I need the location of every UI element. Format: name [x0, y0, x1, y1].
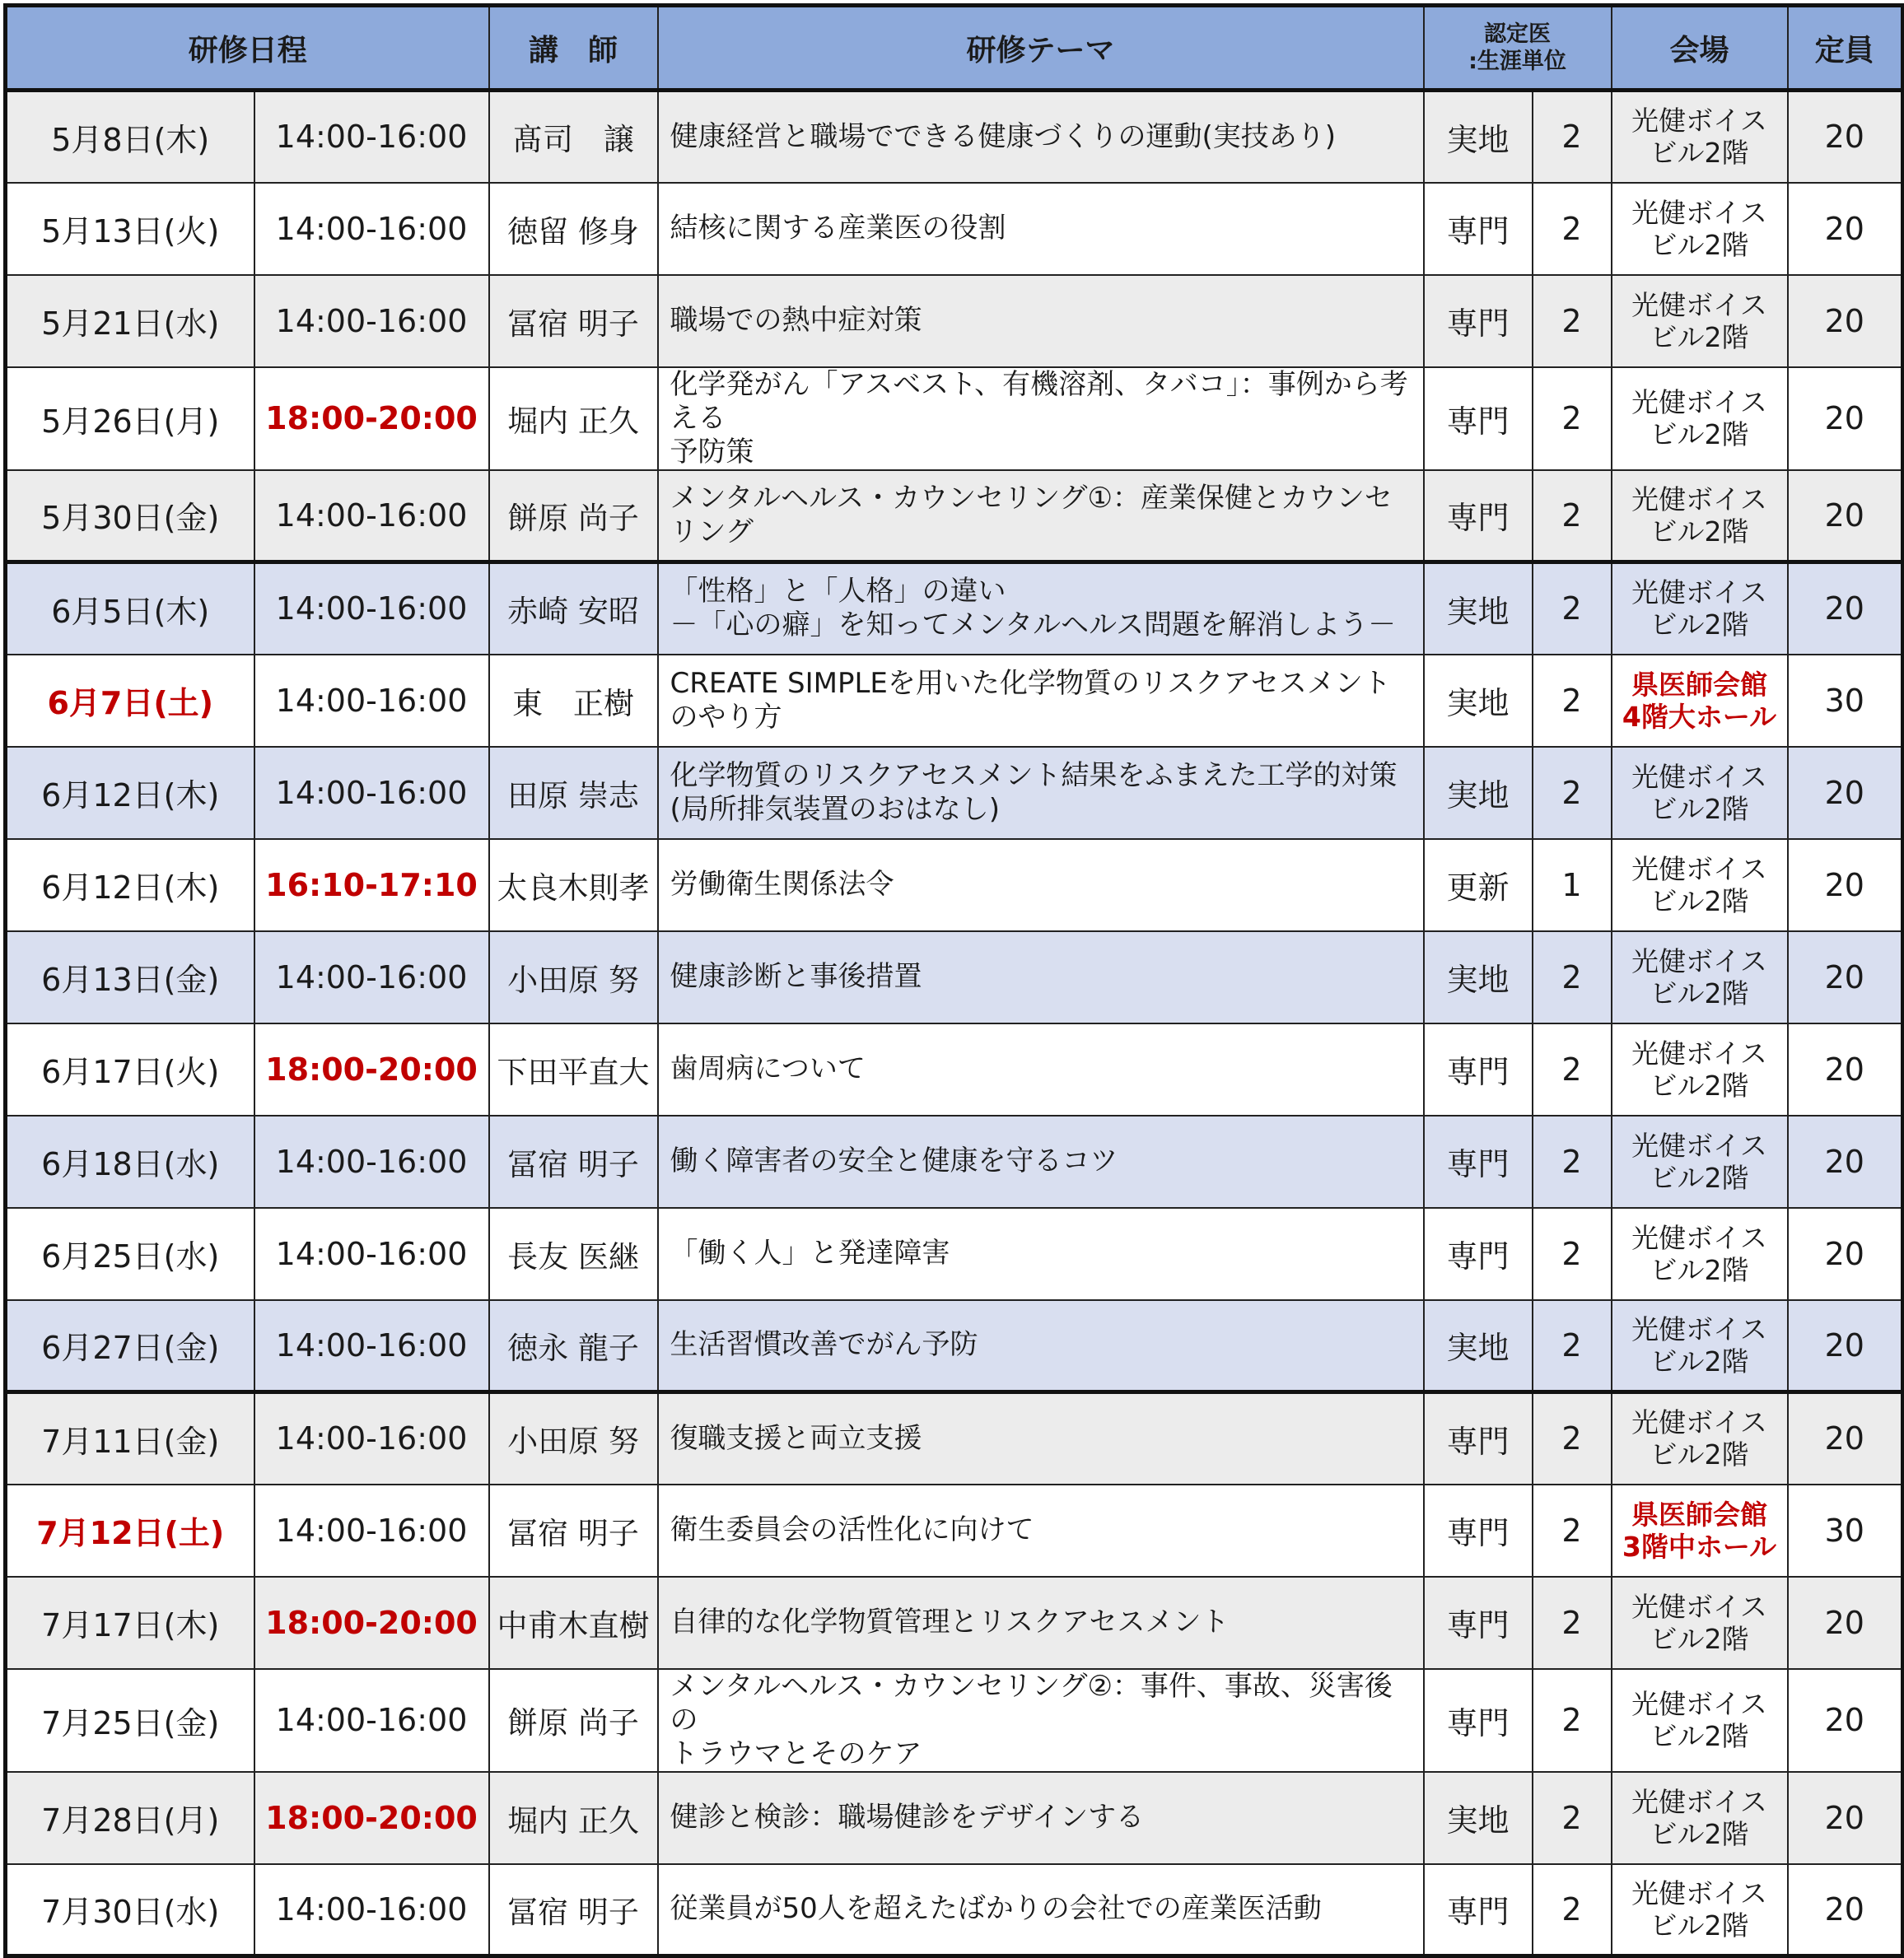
venue-line: ビル2階 [1650, 418, 1749, 450]
table-row [6, 1208, 1903, 1300]
venue-line: ビル2階 [1650, 1720, 1749, 1752]
theme-cell [658, 470, 1424, 562]
credit-units-cell: 2 [1533, 470, 1612, 562]
venue-line: ビル2階 [1650, 1909, 1749, 1942]
venue-line: ビル2階 [1650, 1253, 1749, 1286]
credit-type-cell: 実地 [1424, 747, 1533, 839]
date-cell: 6月25日(水) [6, 1208, 254, 1300]
schedule-body [6, 91, 1903, 1956]
time-cell: 14:00-16:00 [254, 1485, 489, 1577]
credit-type-cell: 専門 [1424, 1669, 1533, 1772]
credit-type-cell: 更新 [1424, 839, 1533, 931]
table-row [6, 931, 1903, 1023]
time-cell: 14:00-16:00 [254, 183, 489, 275]
venue-line: 光健ボイス [1631, 1688, 1767, 1720]
venue-line: 光健ボイス [1631, 760, 1767, 793]
time-cell: 14:00-16:00 [254, 931, 489, 1023]
time-cell: 14:00-16:00 [254, 91, 489, 183]
date-cell: 7月28日(月) [6, 1772, 254, 1864]
venue-cell [1612, 562, 1788, 655]
venue-cell [1612, 839, 1788, 931]
capacity-cell: 20 [1788, 1392, 1903, 1485]
date-cell: 7月17日(木) [6, 1577, 254, 1669]
theme-cell [658, 1300, 1424, 1392]
date-cell: 5月30日(金) [6, 470, 254, 562]
venue-line: 光健ボイス [1631, 196, 1767, 229]
theme-cell [658, 1392, 1424, 1485]
table-row [6, 1023, 1903, 1116]
capacity-cell: 20 [1788, 1669, 1903, 1772]
credit-type-cell: 専門 [1424, 1023, 1533, 1116]
venue-line: 光健ボイス [1631, 1312, 1767, 1345]
credit-type-cell: 専門 [1424, 1392, 1533, 1485]
table-row [6, 1669, 1903, 1772]
theme-line: 復職支援と両立支援 [670, 1421, 922, 1455]
theme-line: 従業員が50人を超えたばかりの会社での産業医活動 [670, 1892, 1322, 1926]
venue-line: ビル2階 [1650, 1817, 1749, 1850]
credit-units-cell: 2 [1533, 1208, 1612, 1300]
time-cell: 18:00-20:00 [254, 1577, 489, 1669]
theme-line: 歯周病について [670, 1052, 866, 1085]
venue-line: ビル2階 [1650, 792, 1749, 825]
theme-cell [658, 839, 1424, 931]
time-cell: 14:00-16:00 [254, 1116, 489, 1208]
theme-line: 健康診断と事後措置 [670, 960, 922, 993]
credit-units-cell: 2 [1533, 275, 1612, 367]
venue-line: 県医師会館 [1631, 668, 1768, 701]
date-cell: 7月30日(水) [6, 1864, 254, 1956]
capacity-cell: 20 [1788, 275, 1903, 367]
theme-cell [658, 1023, 1424, 1116]
theme-cell [658, 1577, 1424, 1669]
lecturer-cell: 太良木則孝 [489, 839, 658, 931]
theme-line: 「働く人」と発達障害 [670, 1237, 950, 1270]
theme-line: 「性格」と「人格」の違い [670, 575, 1006, 608]
venue-cell [1612, 470, 1788, 562]
lecturer-cell: 赤崎 安昭 [489, 562, 658, 655]
venue-line: ビル2階 [1650, 608, 1749, 641]
theme-line: のやり方 [670, 700, 782, 734]
venue-line: ビル2階 [1650, 1345, 1749, 1378]
credit-type-cell: 実地 [1424, 91, 1533, 183]
venue-line: 光健ボイス [1631, 1785, 1767, 1818]
time-cell: 14:00-16:00 [254, 562, 489, 655]
theme-line: 結核に関する産業医の役割 [670, 212, 1006, 245]
venue-cell [1612, 1392, 1788, 1485]
credit-type-cell: 専門 [1424, 470, 1533, 562]
training-schedule-table [3, 3, 1904, 1958]
capacity-cell: 20 [1788, 183, 1903, 275]
capacity-cell: 20 [1788, 931, 1903, 1023]
date-cell: 6月5日(木) [6, 562, 254, 655]
time-cell: 14:00-16:00 [254, 275, 489, 367]
lecturer-cell: 餅原 尚子 [489, 1669, 658, 1772]
venue-cell [1612, 1485, 1788, 1577]
venue-cell [1612, 1023, 1788, 1116]
venue-cell [1612, 91, 1788, 183]
table-row [6, 747, 1903, 839]
date-cell: 7月12日(土) [6, 1485, 254, 1577]
lecturer-cell: 冨宿 明子 [489, 275, 658, 367]
lecturer-cell: 徳永 龍子 [489, 1300, 658, 1392]
venue-line: 光健ボイス [1631, 1129, 1767, 1162]
table-row [6, 655, 1903, 747]
time-cell: 14:00-16:00 [254, 747, 489, 839]
header-capacity: 定員 [1788, 6, 1903, 91]
credit-units-cell: 2 [1533, 1485, 1612, 1577]
credit-type-cell: 専門 [1424, 183, 1533, 275]
credit-units-cell: 2 [1533, 1772, 1612, 1864]
venue-line: ビル2階 [1650, 977, 1749, 1009]
venue-line: ビル2階 [1650, 884, 1749, 917]
theme-cell [658, 1669, 1424, 1772]
theme-line: 化学物質のリスクアセスメント結果をふまえた工学的対策 [670, 758, 1398, 792]
venue-line: 光健ボイス [1631, 944, 1767, 977]
venue-line: 4階大ホール [1622, 700, 1777, 733]
venue-cell [1612, 275, 1788, 367]
venue-line: ビル2階 [1650, 1622, 1749, 1655]
venue-line: ビル2階 [1650, 1161, 1749, 1194]
theme-cell [658, 1485, 1424, 1577]
date-cell: 6月18日(水) [6, 1116, 254, 1208]
theme-line: 職場での熱中症対策 [670, 304, 922, 337]
credit-units-cell: 2 [1533, 1864, 1612, 1956]
venue-cell [1612, 1208, 1788, 1300]
capacity-cell: 20 [1788, 562, 1903, 655]
date-cell: 6月7日(土) [6, 655, 254, 747]
lecturer-cell: 中甫木直樹 [489, 1577, 658, 1669]
venue-cell [1612, 367, 1788, 470]
time-cell: 18:00-20:00 [254, 1023, 489, 1116]
time-cell: 14:00-16:00 [254, 1392, 489, 1485]
theme-line: 衛生委員会の活性化に向けて [670, 1513, 1034, 1546]
credit-type-cell: 専門 [1424, 1577, 1533, 1669]
theme-line: 健診と検診：職場健診をデザインする [670, 1801, 1145, 1834]
venue-cell [1612, 1300, 1788, 1392]
theme-line: (局所排気装置のおはなし) [670, 792, 1001, 826]
lecturer-cell: 冨宿 明子 [489, 1864, 658, 1956]
theme-line: 労働衛生関係法令 [670, 868, 894, 901]
venue-cell [1612, 655, 1788, 747]
lecturer-cell: 長友 医継 [489, 1208, 658, 1300]
theme-cell [658, 183, 1424, 275]
credit-units-cell: 2 [1533, 183, 1612, 275]
venue-cell [1612, 1577, 1788, 1669]
date-cell: 7月11日(金) [6, 1392, 254, 1485]
venue-line: 光健ボイス [1631, 483, 1767, 515]
credit-units-cell: 2 [1533, 91, 1612, 183]
credit-units-cell: 2 [1533, 1023, 1612, 1116]
header-credit-line1: 認定医 [1484, 21, 1552, 47]
credit-type-cell: 実地 [1424, 562, 1533, 655]
venue-line: 光健ボイス [1631, 386, 1767, 418]
theme-line: CREATE SIMPLEを用いた化学物質のリスクアセスメント [670, 666, 1391, 700]
theme-cell [658, 275, 1424, 367]
capacity-cell: 20 [1788, 839, 1903, 931]
header-theme: 研修テーマ [658, 6, 1424, 91]
table-row [6, 367, 1903, 470]
credit-type-cell: 専門 [1424, 1208, 1533, 1300]
date-cell: 6月12日(木) [6, 747, 254, 839]
date-cell: 6月13日(金) [6, 931, 254, 1023]
time-cell: 14:00-16:00 [254, 1208, 489, 1300]
lecturer-cell: 小田原 努 [489, 931, 658, 1023]
credit-units-cell: 2 [1533, 747, 1612, 839]
credit-type-cell: 専門 [1424, 367, 1533, 470]
venue-line: 光健ボイス [1631, 1876, 1767, 1909]
time-cell: 14:00-16:00 [254, 1300, 489, 1392]
credit-units-cell: 2 [1533, 367, 1612, 470]
capacity-cell: 20 [1788, 1577, 1903, 1669]
venue-line: 県医師会館 [1631, 1498, 1768, 1531]
credit-type-cell: 専門 [1424, 1116, 1533, 1208]
credit-type-cell: 専門 [1424, 275, 1533, 367]
theme-line: －「心の癖」を知ってメンタルヘルス問題を解消しよう－ [670, 608, 1397, 642]
date-cell: 6月17日(火) [6, 1023, 254, 1116]
time-cell: 14:00-16:00 [254, 1864, 489, 1956]
theme-line: トラウマとそのケア [670, 1737, 922, 1770]
venue-line: ビル2階 [1650, 1069, 1749, 1102]
header-schedule: 研修日程 [6, 6, 489, 91]
credit-type-cell: 専門 [1424, 1485, 1533, 1577]
credit-units-cell: 1 [1533, 839, 1612, 931]
venue-line: 3階中ホール [1622, 1530, 1777, 1563]
date-cell: 7月25日(金) [6, 1669, 254, 1772]
venue-line: ビル2階 [1650, 137, 1749, 170]
lecturer-cell: 冨宿 明子 [489, 1116, 658, 1208]
lecturer-cell: 堀内 正久 [489, 367, 658, 470]
capacity-cell: 30 [1788, 655, 1903, 747]
venue-line: 光健ボイス [1631, 1221, 1767, 1254]
capacity-cell: 20 [1788, 1864, 1903, 1956]
table-row [6, 1577, 1903, 1669]
date-cell: 6月27日(金) [6, 1300, 254, 1392]
capacity-cell: 20 [1788, 1300, 1903, 1392]
venue-cell [1612, 931, 1788, 1023]
venue-line: ビル2階 [1650, 228, 1749, 261]
lecturer-cell: 冨宿 明子 [489, 1485, 658, 1577]
header-credit [1424, 6, 1612, 91]
table-row [6, 839, 1903, 931]
lecturer-cell: 田原 崇志 [489, 747, 658, 839]
venue-line: 光健ボイス [1631, 288, 1767, 321]
table-row [6, 183, 1903, 275]
table-row [6, 1300, 1903, 1392]
table-row [6, 1116, 1903, 1208]
credit-units-cell: 2 [1533, 1392, 1612, 1485]
time-cell: 14:00-16:00 [254, 470, 489, 562]
credit-units-cell: 2 [1533, 1577, 1612, 1669]
venue-line: 光健ボイス [1631, 1406, 1767, 1439]
theme-cell [658, 747, 1424, 839]
theme-line: 化学発がん「アスベスト、有機溶剤、タバコ」：事例から考える [670, 367, 1408, 435]
table-row [6, 1392, 1903, 1485]
theme-cell [658, 1772, 1424, 1864]
venue-cell [1612, 1772, 1788, 1864]
capacity-cell: 30 [1788, 1485, 1903, 1577]
table-row [6, 91, 1903, 183]
venue-line: ビル2階 [1650, 1438, 1749, 1471]
capacity-cell: 20 [1788, 1772, 1903, 1864]
theme-cell [658, 931, 1424, 1023]
table-row [6, 470, 1903, 562]
credit-units-cell: 2 [1533, 1300, 1612, 1392]
table-row [6, 1485, 1903, 1577]
theme-line: メンタルヘルス・カウンセリング①：産業保健とカウンセリング [670, 481, 1393, 548]
header-venue: 会場 [1612, 6, 1788, 91]
time-cell: 18:00-20:00 [254, 1772, 489, 1864]
venue-cell [1612, 1116, 1788, 1208]
capacity-cell: 20 [1788, 91, 1903, 183]
capacity-cell: 20 [1788, 747, 1903, 839]
date-cell: 5月21日(水) [6, 275, 254, 367]
capacity-cell: 20 [1788, 1208, 1903, 1300]
venue-cell [1612, 1669, 1788, 1772]
capacity-cell: 20 [1788, 1023, 1903, 1116]
credit-type-cell: 専門 [1424, 1864, 1533, 1956]
venue-cell [1612, 183, 1788, 275]
theme-cell [658, 1208, 1424, 1300]
credit-type-cell: 実地 [1424, 655, 1533, 747]
theme-line: 健康経営と職場でできる健康づくりの運動(実技あり) [670, 119, 1337, 153]
credit-type-cell: 実地 [1424, 1772, 1533, 1864]
time-cell: 14:00-16:00 [254, 655, 489, 747]
venue-line: ビル2階 [1650, 515, 1749, 548]
date-cell: 5月13日(火) [6, 183, 254, 275]
lecturer-cell: 徳留 修身 [489, 183, 658, 275]
table-row [6, 275, 1903, 367]
theme-line: 自律的な化学物質管理とリスクアセスメント [670, 1606, 1230, 1639]
capacity-cell: 20 [1788, 1116, 1903, 1208]
theme-cell [658, 367, 1424, 470]
lecturer-cell: 東 正樹 [489, 655, 658, 747]
theme-cell [658, 91, 1424, 183]
header-credit-line2: :生涯単位 [1468, 49, 1566, 74]
theme-cell [658, 655, 1424, 747]
lecturer-cell: 髙司 譲 [489, 91, 658, 183]
credit-type-cell: 実地 [1424, 1300, 1533, 1392]
time-cell: 16:10-17:10 [254, 839, 489, 931]
theme-line: 働く障害者の安全と健康を守るコツ [670, 1144, 1118, 1177]
lecturer-cell: 小田原 努 [489, 1392, 658, 1485]
theme-cell [658, 1116, 1424, 1208]
capacity-cell: 20 [1788, 367, 1903, 470]
date-cell: 6月12日(木) [6, 839, 254, 931]
table-row [6, 1772, 1903, 1864]
date-cell: 5月26日(月) [6, 367, 254, 470]
credit-units-cell: 2 [1533, 655, 1612, 747]
venue-line: ビル2階 [1650, 320, 1749, 353]
lecturer-cell: 下田平直大 [489, 1023, 658, 1116]
venue-line: 光健ボイス [1631, 1037, 1767, 1070]
credit-units-cell: 2 [1533, 562, 1612, 655]
theme-cell [658, 562, 1424, 655]
venue-line: 光健ボイス [1631, 852, 1767, 885]
header-row [6, 6, 1903, 91]
credit-type-cell: 実地 [1424, 931, 1533, 1023]
time-cell: 18:00-20:00 [254, 367, 489, 470]
venue-line: 光健ボイス [1631, 576, 1767, 609]
lecturer-cell: 堀内 正久 [489, 1772, 658, 1864]
venue-line: 光健ボイス [1631, 105, 1767, 138]
header-lecturer: 講 師 [489, 6, 658, 91]
date-cell: 5月8日(木) [6, 91, 254, 183]
time-cell: 14:00-16:00 [254, 1669, 489, 1772]
lecturer-cell: 餅原 尚子 [489, 470, 658, 562]
credit-units-cell: 2 [1533, 931, 1612, 1023]
capacity-cell: 20 [1788, 470, 1903, 562]
theme-line: メンタルヘルス・カウンセリング②：事件、事故、災害後の [670, 1669, 1393, 1737]
venue-cell [1612, 747, 1788, 839]
theme-line: 生活習慣改善でがん予防 [670, 1328, 978, 1362]
credit-units-cell: 2 [1533, 1669, 1612, 1772]
venue-line: 光健ボイス [1631, 1590, 1767, 1623]
table-row [6, 562, 1903, 655]
credit-units-cell: 2 [1533, 1116, 1612, 1208]
theme-line: 予防策 [670, 435, 754, 469]
